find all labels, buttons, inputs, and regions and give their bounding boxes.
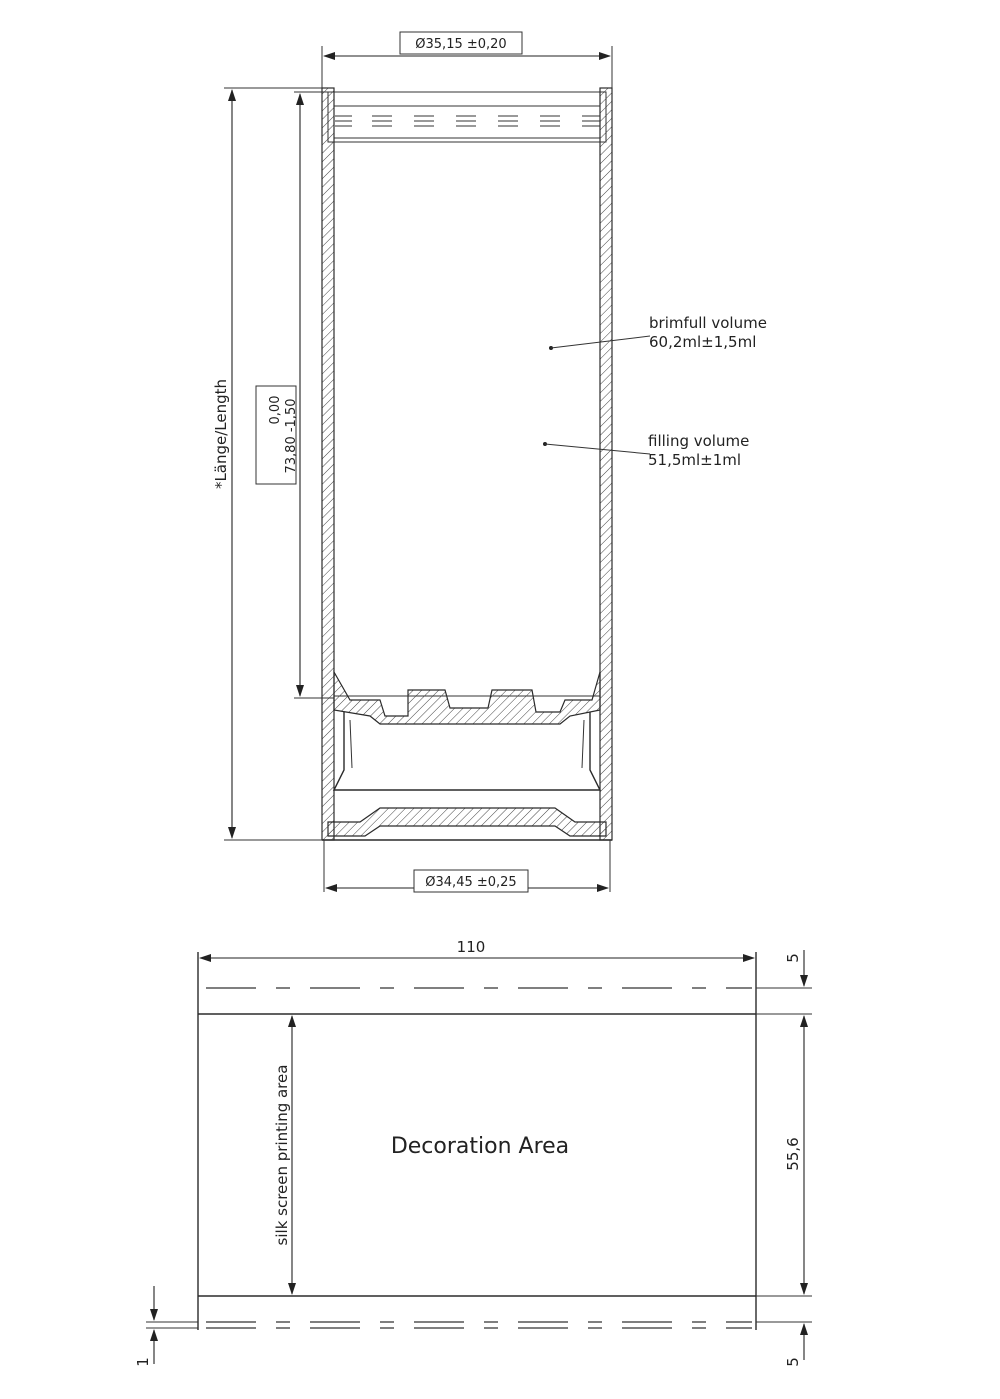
bottom-margin-label: 5: [784, 1357, 802, 1367]
top-diameter-dimension: [322, 32, 612, 88]
base-profile: [328, 808, 606, 836]
top-rim: [328, 92, 606, 142]
filling-title: filling volume: [648, 432, 750, 450]
brimfull-callout: [549, 314, 767, 351]
brimfull-title: brimfull volume: [649, 314, 767, 332]
brimfull-value: 60,2ml±1,5ml: [649, 333, 757, 351]
length-label: *Länge/Length: [212, 378, 230, 490]
filling-callout: [543, 432, 749, 469]
top-diameter-label: Ø35,15 ±0,20: [415, 37, 507, 52]
printing-area-dimension: [273, 1016, 292, 1294]
right-wall: [600, 88, 612, 840]
jar-section-view: [322, 88, 612, 840]
width-dimension: [200, 938, 754, 958]
bottom-diameter-label: Ø34,45 ±0,25: [425, 875, 517, 890]
width-label: 110: [456, 938, 486, 956]
area-height-label: 55,6: [784, 1137, 802, 1171]
rim-thread-marks: [335, 116, 600, 126]
left-offset-label: 1: [134, 1357, 152, 1367]
decoration-area-label: Decoration Area: [390, 1134, 570, 1159]
right-side-dimensions: [756, 950, 812, 1367]
filling-value: 51,5ml±1ml: [648, 451, 742, 469]
top-margin-label: 5: [784, 953, 802, 963]
bottom-diameter-dimension: [324, 840, 610, 892]
inner-bottom-insert: [334, 672, 600, 724]
left-wall: [322, 88, 334, 840]
left-offset-dimension: [134, 1286, 198, 1367]
tolerance-upper: 0,00: [268, 395, 283, 425]
silk-screen-label: silk screen printing area: [273, 1064, 291, 1246]
tolerance-lower: 73,80 -1,50: [284, 398, 299, 474]
